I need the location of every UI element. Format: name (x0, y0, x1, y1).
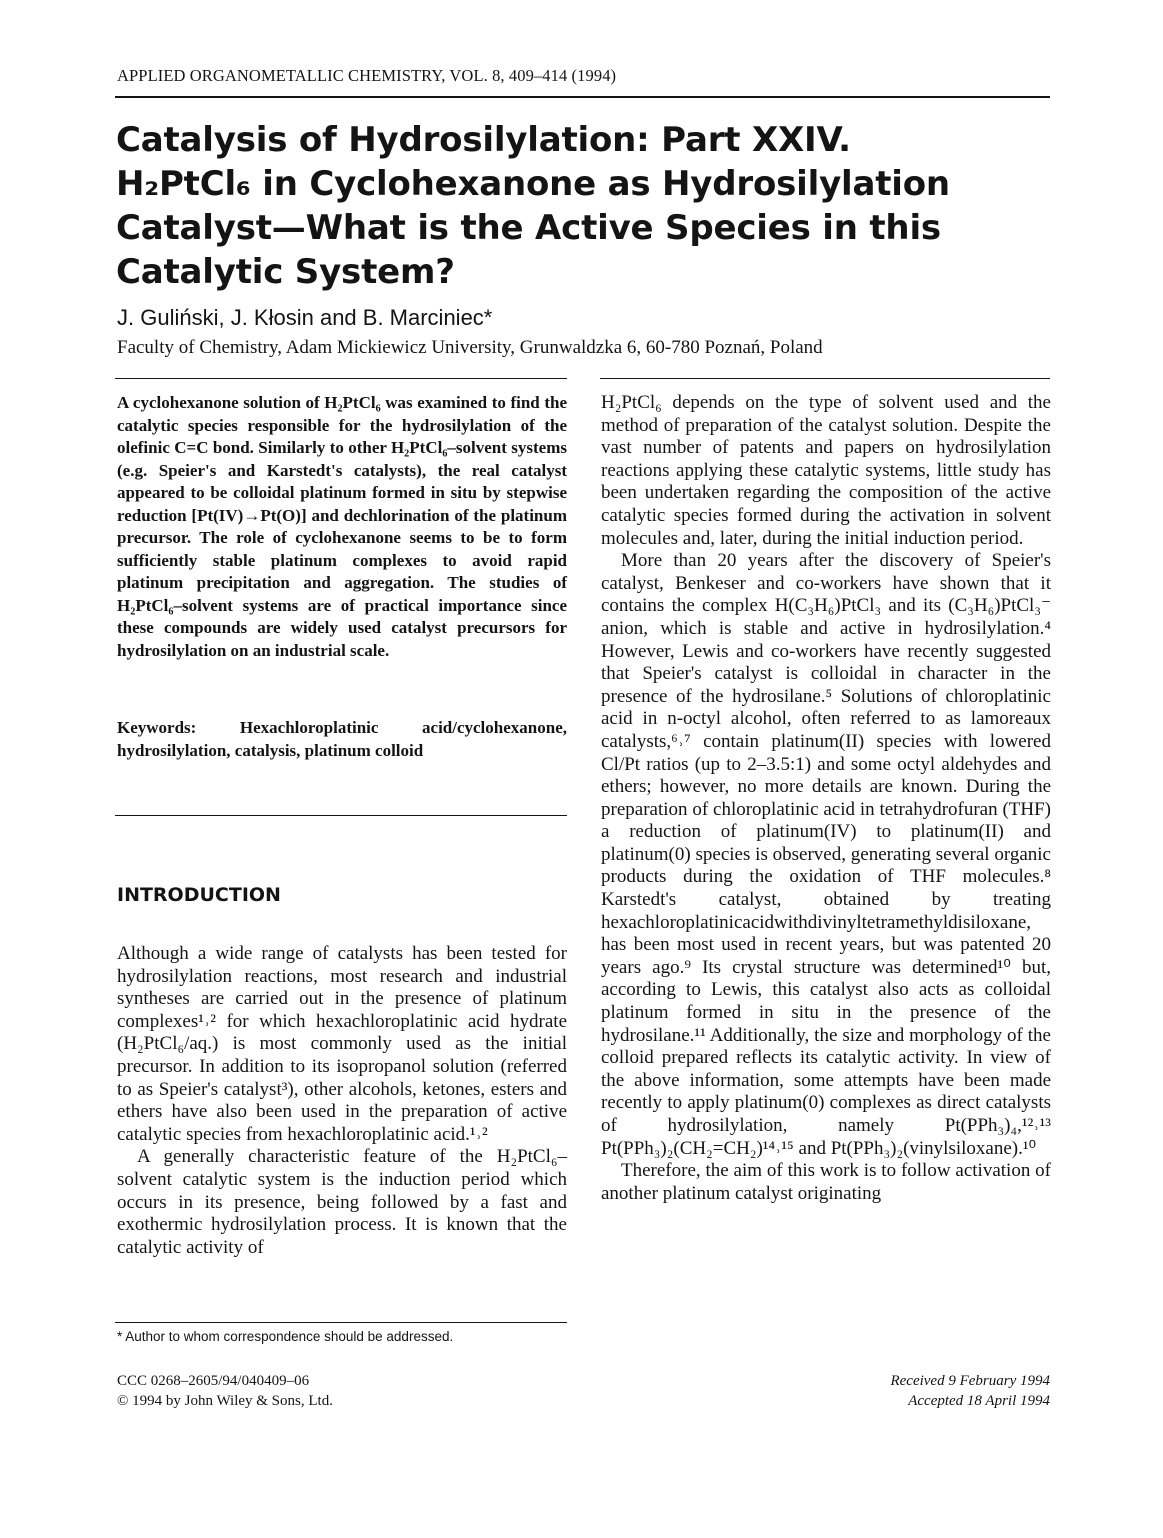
title-line-4: Catalytic System? (116, 252, 455, 292)
section-heading-introduction: INTRODUCTION (117, 884, 281, 906)
right-column-top-rule (600, 378, 1050, 379)
intro-paragraph-2: A generally characteristic feature of the H₂PtCl₆–solvent catalytic system is the induction period which occurs in its presence, being followed by a fast and exothermic hydrosilylation process. It is known that the catalytic activity of (117, 1146, 567, 1258)
title-line-1: Catalysis of Hydrosilylation: Part XXIV. (116, 120, 851, 160)
right-paragraph-2: More than 20 years after the discovery of Speier's catalyst, Benkeser and co-workers have shown that it contains the complex H(C₃H₆)PtCl₃ and its (C₃H₆)PtCl₃⁻ anion, which is stable and active in hydrosilylation.⁴ However, Lewis and co-workers have recently suggested that Speier's catalyst is colloidal in character in the presence of the hydrosilane.⁵ Solutions of chloroplatinic acid in n-octyl alcohol, often referred to as lamoreaux catalysts,⁶˒⁷ contain platinum(II) species with lowered Cl/Pt ratios (up to 2–3.5:1) and some octyl aldehydes and ethers; however, no more details are known. During the preparation of chloroplatinic acid in tetrahydrofuran (THF) a reduction of platinum(IV) to platinum(II) and platinum(0) species is observed, generating several organic products during the oxidation of THF molecules.⁸ Karstedt's catalyst, obtained by treating hexachloroplatinicacidwithdivinyltetramethyldisiloxane, has been most used in recent years, but was patented 20 years ago.⁹ Its crystal structure was determined¹⁰ but, according to Lewis, this catalyst also acts as colloidal platinum formed in situ in the presence of the hydrosilane.¹¹ Additionally, the size and morphology of the colloid prepared reflects its catalytic activity. In view of the above information, some attempts have been made recently to apply platinum(0) complexes as direct catalysts of hydrosilylation, namely Pt(PPh₃)₄,¹²˒¹³ Pt(PPh₃)₂(CH₂=CH₂)¹⁴˒¹⁵ and Pt(PPh₃)₂(vinylsiloxane).¹⁰ (601, 550, 1051, 1159)
abstract-bottom-rule (115, 815, 567, 816)
footnote-rule (115, 1322, 567, 1323)
title-line-2: H₂PtCl₆ in Cyclohexanone as Hydrosilylation (116, 164, 950, 204)
paper-title (116, 118, 1056, 294)
right-column-body (601, 392, 1051, 1205)
affiliation: Faculty of Chemistry, Adam Mickiewicz University, Grunwaldzka 6, 60-780 Poznań, Poland (117, 337, 823, 358)
abstract: A cyclohexanone solution of H₂PtCl₆ was examined to find the catalytic species responsible for the hydrosilylation of the olefinic C=C bond. Similarly to other H₂PtCl₆–solvent systems (e.g. Speier's and Karstedt's catalysts), the real catalyst appeared to be colloidal platinum formed in situ by stepwise reduction [Pt(IV)→Pt(O)] and dechlorination of the platinum precursor. The role of cyclohexanone seems to be to form sufficiently stable platinum complexes to avoid rapid platinum precipitation and aggregation. The studies of H₂PtCl₆–solvent systems are of practical importance since these compounds are widely used catalyst precursors for hydrosilylation on an industrial scale. (117, 393, 567, 660)
right-paragraph-1: H₂PtCl₆ depends on the type of solvent used and the method of preparation of the catalyst solution. Despite the vast number of patents and papers on hydrosilylation reactions applying these catalytic systems, little study has been undertaken regarding the composition of the active catalytic species formed during the activation in solvent molecules and, later, during the initial induction period. (601, 392, 1051, 549)
right-paragraph-3: Therefore, the aim of this work is to follow activation of another platinum catalyst originating (601, 1160, 1051, 1204)
introduction-body (117, 943, 567, 1259)
ccc-code: CCC 0268–2605/94/040409–06 (117, 1373, 310, 1389)
keywords: Keywords: Hexachloroplatinic acid/cyclohexanone, hydrosilylation, catalysis, platinum colloid (117, 718, 567, 760)
intro-paragraph-1: Although a wide range of catalysts has been tested for hydrosilylation reactions, most research and industrial syntheses are carried out in the presence of platinum complexes¹˒² for which hexachloroplatinic acid hydrate (H₂PtCl₆/aq.) is most commonly used as the initial precursor. In addition to its isopropanol solution (referred to as Speier's catalyst³), other alcohols, ketones, esters and ethers have also been used in the preparation of active catalytic species from hexachloroplatinic acid.¹˒² (117, 943, 567, 1145)
journal-header: APPLIED ORGANOMETALLIC CHEMISTRY, VOL. 8, 409–414 (1994) (117, 66, 617, 85)
authors: J. Guliński, J. Kłosin and B. Marciniec* (117, 305, 493, 330)
copyright-block (117, 1371, 333, 1411)
abstract-top-rule (115, 378, 567, 379)
footnote: * Author to whom correspondence should be addressed. (117, 1329, 454, 1344)
title-line-3: Catalyst—What is the Active Species in this (116, 208, 941, 248)
dates-block (780, 1371, 1050, 1411)
received-date: Received 9 February 1994 (890, 1373, 1050, 1389)
accepted-date: Accepted 18 April 1994 (908, 1393, 1050, 1409)
header-rule (115, 96, 1050, 98)
copyright-line: © 1994 by John Wiley & Sons, Ltd. (117, 1393, 333, 1409)
